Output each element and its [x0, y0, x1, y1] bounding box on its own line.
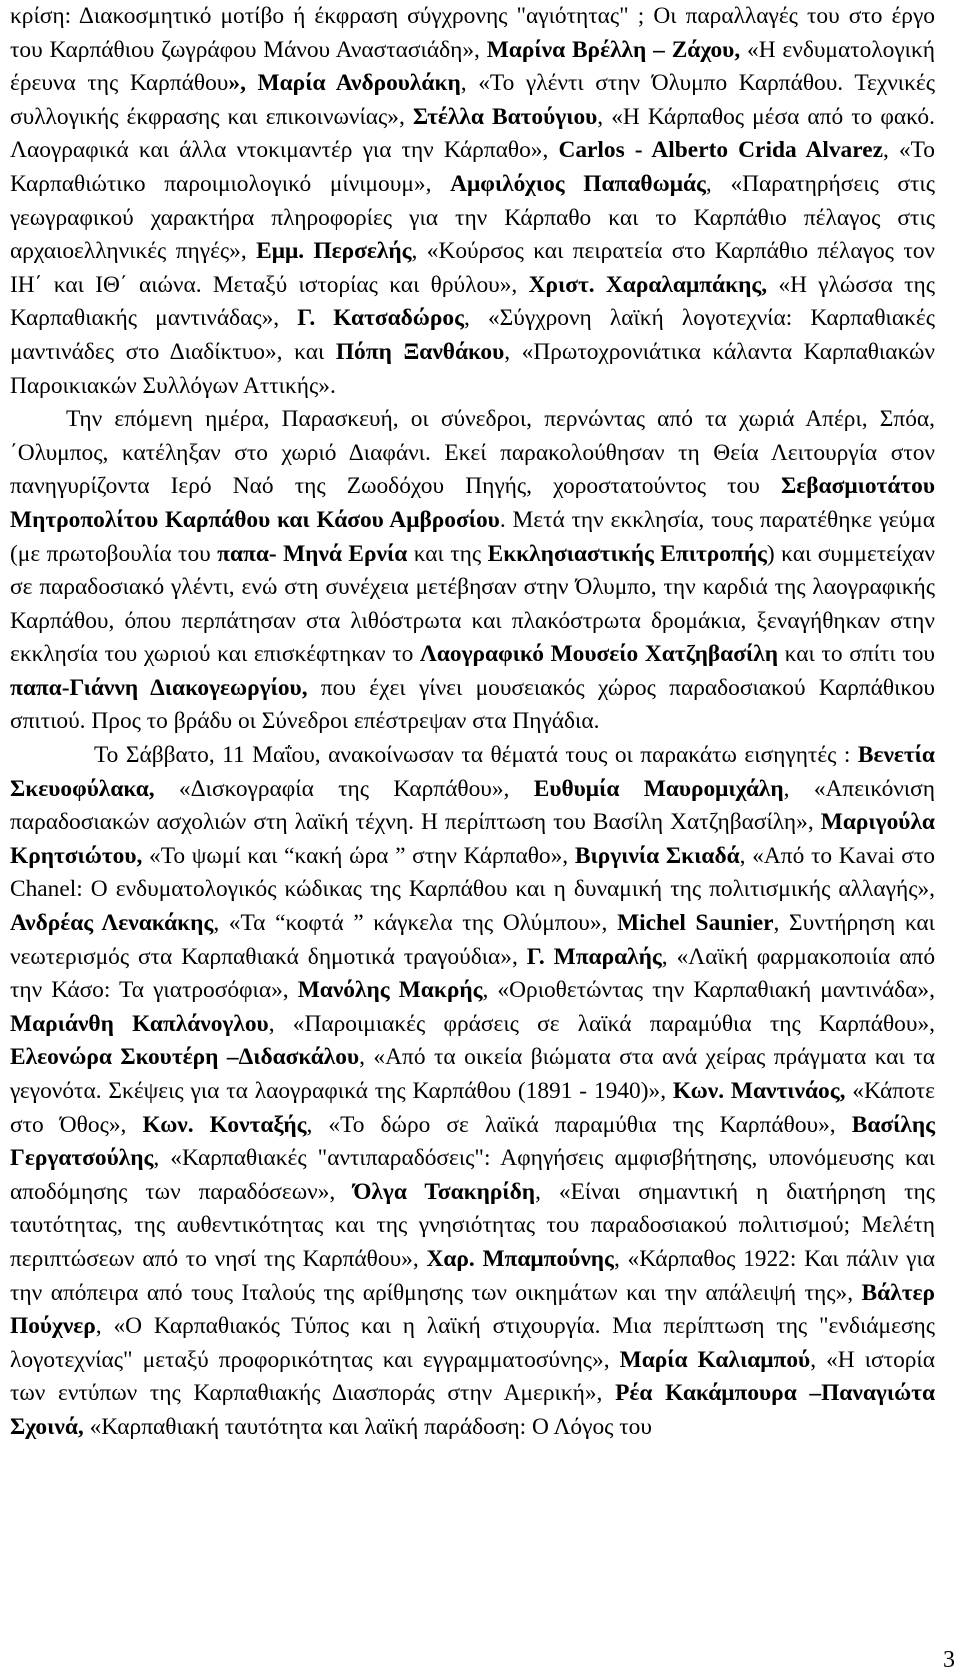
bold-text-run: Ρέα Κακάμπουρα –Παναγιώτα Σχοινά, [10, 1380, 935, 1440]
bold-text-run: Όλγα Τσακηρίδη [353, 1178, 536, 1205]
text-run: , «Πρωτοχρονιάτικα κάλαντα Καρπαθιακών Παροικιακών Συλλόγων Αττικής». [10, 338, 936, 399]
bold-text-run: Αμφιλόχιος Παπαθωμάς [450, 170, 706, 197]
text-run: , «Η ιστορία των εντύπων της Καρπαθιακής Διασποράς στην Αμερική», [10, 1346, 935, 1407]
bold-text-run: Μαρία Καλιαμπού [619, 1346, 811, 1373]
paragraph [10, 403, 935, 739]
bold-text-run: Χαρ. Μπαμπούνης [426, 1245, 614, 1272]
text-run: , «Από το Kavai στο Chanel: O ενδυματολογικός κώδικας της Καρπάθου και η δυναμική της πολιτισμικής αλλαγής», [10, 842, 935, 903]
text-run: κρίση: Διακοσμητικό μοτίβο ή έκφραση σύγχρονης "αγιότητας" ; Οι παραλλαγές του στο έργο του Καρπάθιου ζωγράφου Μάνου Αναστασιάδη», [10, 3, 935, 63]
text-run: , «Το δώρο σε λαϊκά παραμύθια της Καρπάθου», [306, 1111, 852, 1138]
bold-text-run: παπα- Μηνά Ερνία [217, 540, 408, 567]
text-run: , «Κούρσος και πειρατεία στο Καρπάθιο πέλαγος τον ΙΗ΄ και ΙΘ΄ αιώνα. Μεταξύ ιστορίας και θρύλου», [10, 238, 935, 298]
bold-text-run: Κων. Μαντινάος, [672, 1078, 846, 1104]
text-run: , «Κάρπαθος 1922: Και πάλιν για την απόπειρα από τους Ιταλούς της αρίθμησης των οικημάτων και την απάλειψή της», [10, 1245, 935, 1306]
text-run: «Η ενδυματολογική έρευνα της Καρπάθου [10, 36, 935, 97]
bold-text-run: Ανδρέας Λενακάκης [10, 910, 214, 937]
text-run: και το σπίτι του [777, 641, 935, 668]
text-run: Την επόμενη ημέρα, Παρασκευή, οι σύνεδροι, περνώντας από τα χωριά Απέρι, Σπόα, ΄Ολυμπος, κατέληξαν στο χωριό Διαφάνι. Εκεί παρακολούθησαν τη Θεία Λειτουργία στον πανηγυρίζοντα Ιερό Ναό της Ζωοδόχου Πηγής, χοροστατούντος του [10, 406, 935, 500]
text-run: «Δισκογραφία της Καρπάθου», [154, 775, 534, 802]
text-run: «Η γλώσσα της Καρπαθιακής μαντινάδας», [10, 271, 935, 332]
text-run: και της [407, 540, 488, 567]
text-run: , «Η Κάρπαθος μέσα από το φακό. Λαογραφικά και άλλα ντοκιμαντέρ για την Κάρπαθο», [10, 103, 935, 164]
text-run: , «Το γλέντι στην Όλυμπο Καρπάθου. Τεχνικές συλλογικής έκφρασης και επικοινωνίας», [10, 70, 935, 130]
text-run: , «Παρατηρήσεις στις γεωγραφικού χαρακτήρα πληροφορίες για την Κάρπαθο και το Καρπάθιο πέλαγος στις αρχαιοελληνικές πηγές», [10, 170, 935, 265]
bold-text-run: Ευθυμία Μαυρομιχάλη [533, 775, 784, 802]
bold-text-run: Γ. Κατσαδώρος [297, 305, 464, 332]
bold-text-run: Στέλλα Βατούγιου [412, 103, 598, 130]
text-run: , «Λαϊκή φαρμακοποιία από την Κάσο: Τα γιατροσόφια», [10, 943, 936, 1004]
bold-text-run: Μαρίνα Βρέλλη – Ζάχου, [486, 36, 741, 63]
bold-text-run: Ελεονώρα Σκουτέρη –Διδασκάλου [10, 1044, 360, 1071]
bold-text-run: Λαογραφικό Μουσείο Χατζηβασίλη [420, 641, 778, 668]
text-run: . Μετά την εκκλησία, τους παρατέθηκε γεύμα (με πρωτοβουλία του [10, 506, 935, 567]
text-run: , «Σύγχρονη λαϊκή λογοτεχνία: Καρπαθιακές μαντινάδες στο Διαδίκτυο», και [10, 305, 935, 365]
text-run: , Συντήρηση και νεωτερισμός στα Καρπαθιακά δημοτικά τραγούδια», [10, 910, 935, 970]
bold-text-run: παπα-Γιάννη Διακογεωργίου, [10, 674, 308, 701]
bold-text-run: Βάλτερ Πούχνερ [10, 1279, 935, 1340]
text-run: , «Παροιμιακές φράσεις σε λαϊκά παραμύθια της Καρπάθου», [268, 1010, 935, 1037]
bold-text-run: Βιργινία Σκιαδά [574, 842, 740, 869]
bold-text-run: Μαρία Ανδρουλάκη [257, 70, 461, 97]
text-run: , «Απεικόνιση παραδοσιακών ασχολιών στη λαϊκή τέχνη. Η περίπτωση του Βασίλη Χατζηβασίλη», [10, 775, 936, 836]
bold-text-run: Michel Saunier [617, 910, 774, 937]
bold-text-run: Εμμ. Περσελής [256, 238, 412, 265]
text-run: ) και συμμετείχαν σε παραδοσιακό γλέντι, ενώ στη συνέχεια μετέβησαν στην Όλυμπο, την καρδιά της λαογραφικής Καρπάθου, όπου περπάτησαν στα λιθόστρωτα και πλακόστρωτα δρομάκια, ξεναγήθηκαν στην εκκλησία του χωριού και επισκέφτηκαν το [10, 540, 935, 668]
bold-text-run: Εκκλησιαστικής Επιτροπής [487, 540, 767, 567]
text-run: Το Σάββατο, 11 Μαΐου, ανακοίνωσαν τα θέματά τους οι παρακάτω εισηγητές : [94, 742, 858, 769]
bold-text-run: Μαριάνθη Καπλάνογλου [10, 1010, 269, 1037]
bold-text-run: Μανόλης Μακρής [297, 977, 483, 1004]
text-run: , «Ο Καρπαθιακός Τύπος και η λαϊκή στιχουργία. Μια περίπτωση της "ενδιάμεσης λογοτεχνίας" μεταξύ προφορικότητας και εγγραμματοσύνης», [10, 1313, 935, 1373]
body-text [10, 0, 935, 1445]
text-run: , «Από τα οικεία βιώματα στα ανά χείρας πράγματα και τα γεγονότα. Σκέψεις για τα λαογραφικά της Καρπάθου (1891 - 1940)», [10, 1044, 935, 1104]
text-run: «Κάποτε στο Όθος», [10, 1078, 935, 1138]
text-run: , «Καρπαθιακές "αντιπαραδόσεις": Αφηγήσεις αμφισβήτησης, υπονόμευσης και αποδόμησης των παραδόσεων», [10, 1145, 935, 1205]
bold-text-run: Χριστ. Χαραλαμπάκης, [528, 271, 768, 298]
bold-text-run: Μαριγούλα Κρητσιώτου, [10, 809, 935, 869]
text-run: , «Τα “κοφτά ” κάγκελα της Ολύμπου», [213, 910, 618, 937]
bold-text-run: Carlos - Alberto Crida Alvarez [558, 137, 883, 164]
paragraph [10, 0, 935, 403]
text-run: , «Το Καρπαθιώτικο παροιμιολογικό μίνιμουμ», [10, 137, 935, 197]
bold-text-run: », [228, 70, 258, 97]
text-run: που έχει γίνει μουσειακός χώρος παραδοσιακού Καρπάθικου σπιτιού. Προς το βράδυ οι Σύνεδροι επέστρεψαν στα Πηγάδια. [10, 674, 935, 735]
bold-text-run: Κων. Κονταξής [142, 1111, 307, 1138]
bold-text-run: Γ. Μπαραλής [526, 943, 662, 970]
text-run: , «Είναι σημαντική η διατήρηση της ταυτότητας, της αυθεντικότητας και της γνησιότητας του παραδοσιακού πολιτισμού; Μελέτη περιπτώσεων από το νησί της Καρπάθου», [10, 1178, 935, 1272]
bold-text-run: Βασίλης Γεργατσούλης [10, 1111, 935, 1172]
bold-text-run: Βενετία Σκευοφύλακα, [10, 742, 935, 802]
bold-text-run: Σεβασμιοτάτου Μητροπολίτου Καρπάθου και Κάσου Αμβροσίου [10, 473, 935, 533]
text-run: «Το ψωμί και “κακή ώρα ” στην Κάρπαθο», [142, 842, 575, 869]
bold-text-run: Πόπη Ξανθάκου [335, 338, 505, 365]
text-run: , «Οριοθετώντας την Καρπαθιακή μαντινάδα», [482, 977, 935, 1004]
text-run: «Καρπαθιακή ταυτότητα και λαϊκή παράδοση: Ο Λόγος του [83, 1413, 652, 1440]
paragraph [10, 739, 935, 1444]
page-number: 3 [943, 1647, 955, 1673]
